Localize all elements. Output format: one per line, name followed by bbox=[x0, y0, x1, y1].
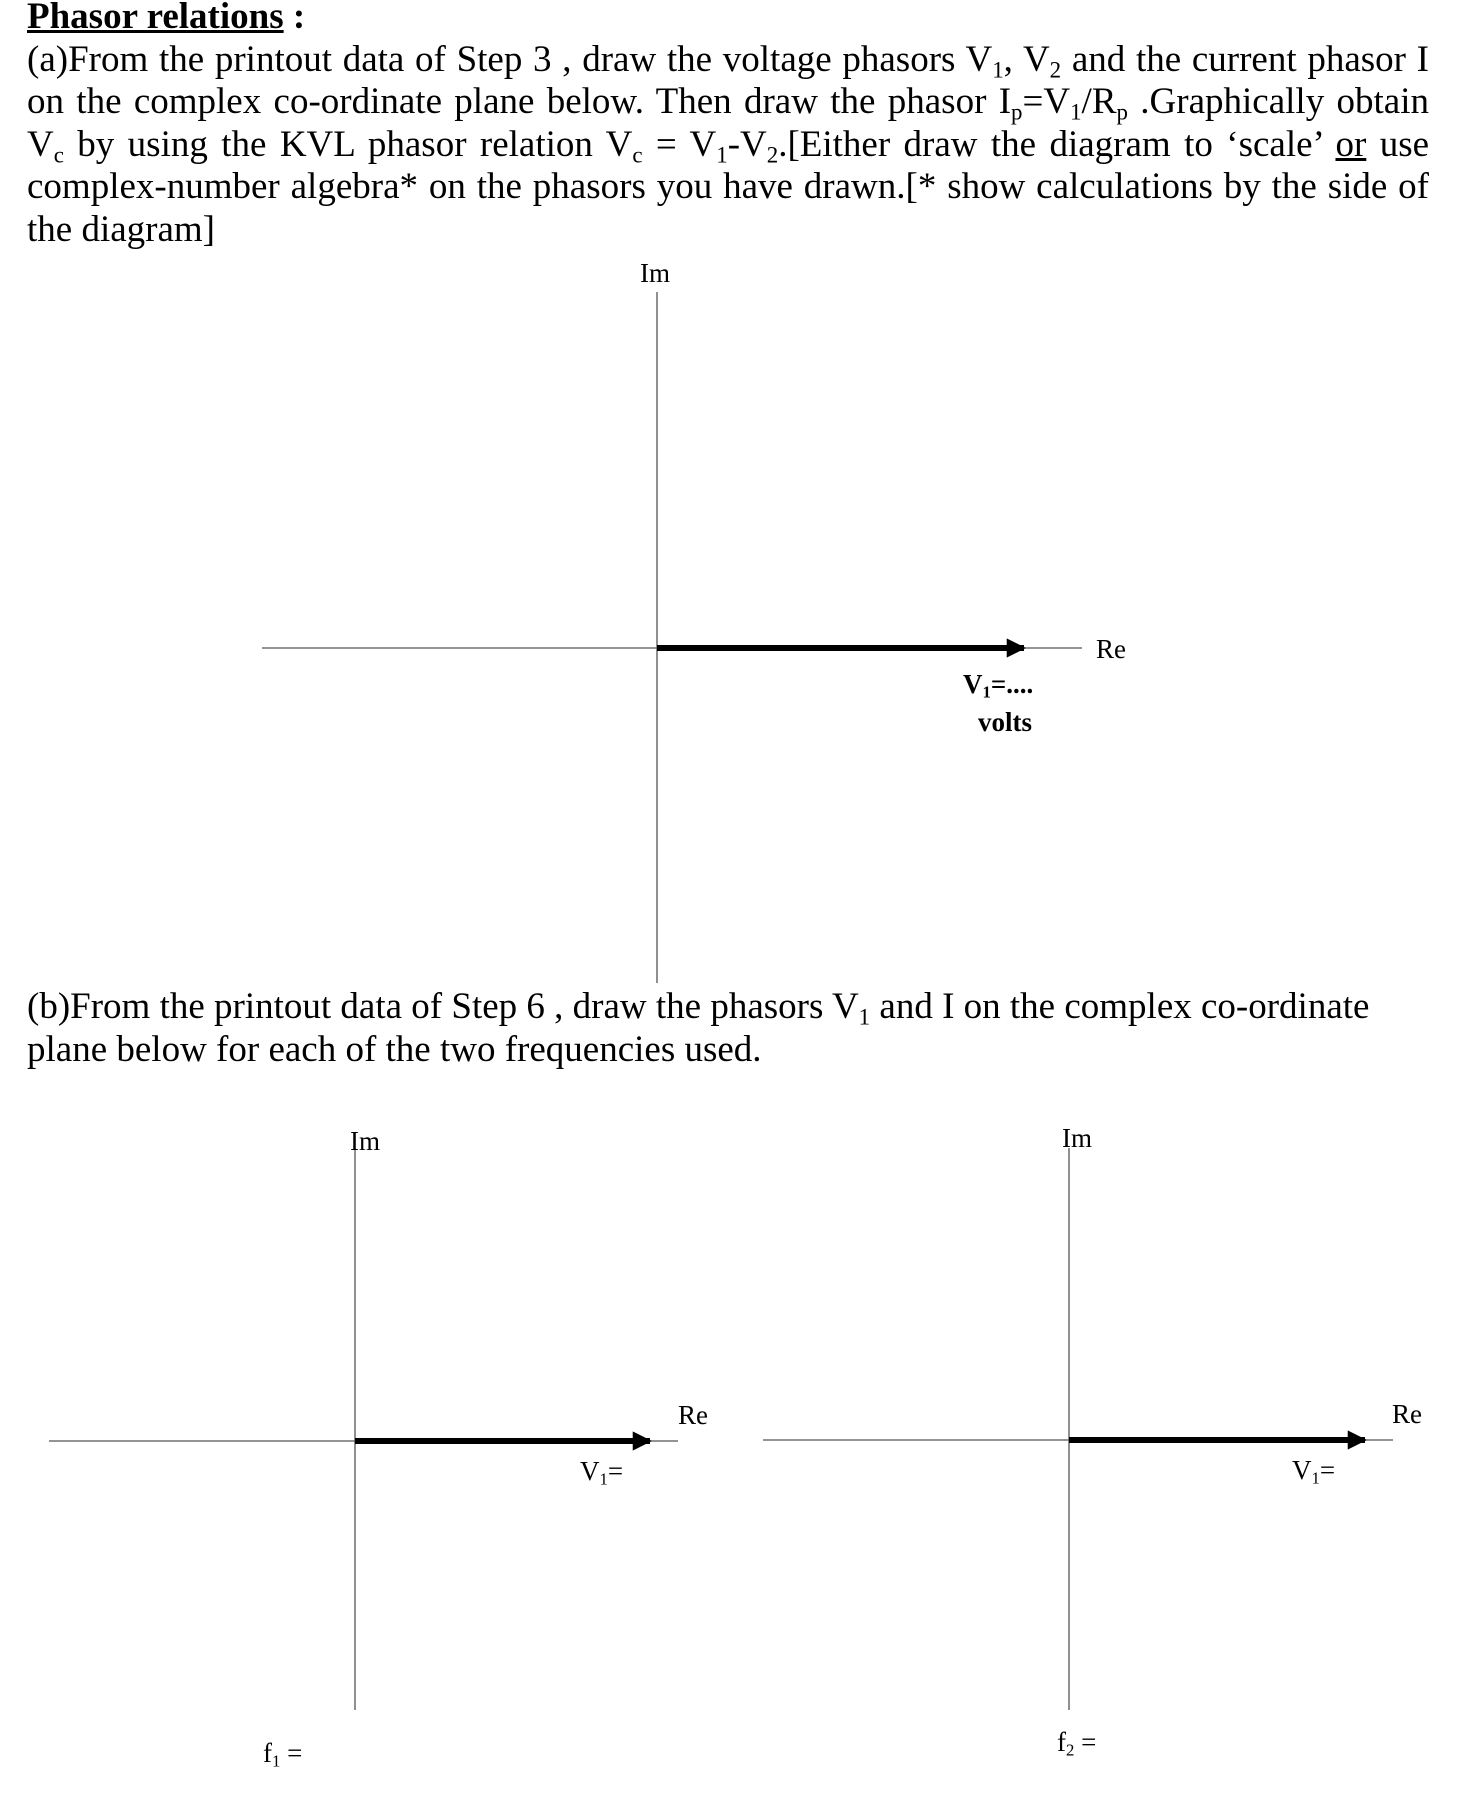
subscript: c bbox=[632, 141, 643, 167]
diagram-b2 bbox=[763, 1148, 1393, 1710]
text: and the current phasor I on the complex co-ordinate plane below. Then draw the phasor I bbox=[27, 38, 1430, 122]
text: (b)From the printout data of Step 6 , draw the phasors V bbox=[27, 986, 859, 1027]
text: by using the KVL phasor relation V bbox=[63, 123, 633, 165]
freq-symbol: f bbox=[263, 1738, 272, 1768]
text: /R bbox=[1081, 81, 1117, 122]
v1-symbol: V bbox=[963, 669, 983, 699]
diagram-b1 bbox=[49, 1150, 678, 1710]
frequency-label bbox=[263, 1738, 303, 1771]
text: -V bbox=[727, 123, 767, 165]
v1-value-label bbox=[1292, 1455, 1336, 1488]
text: use complex-number algebra* on the phasors you have drawn.[* show calculations by the side of the diagram] bbox=[27, 123, 1430, 250]
or-underlined: or bbox=[1335, 123, 1367, 165]
freq-value: = bbox=[280, 1738, 303, 1768]
im-axis-label: Im bbox=[350, 1126, 380, 1156]
subscript: c bbox=[53, 141, 64, 167]
text: =V bbox=[1022, 81, 1071, 122]
v1-symbol: V bbox=[1292, 1455, 1312, 1485]
frequency-label bbox=[1057, 1727, 1097, 1760]
subscript: 1 bbox=[272, 1751, 281, 1771]
diagram-a bbox=[262, 292, 1082, 983]
subscript: 2 bbox=[1066, 1740, 1075, 1760]
v1-value-label bbox=[580, 1456, 624, 1489]
part-b-instructions bbox=[27, 986, 1457, 1071]
text: .[Either draw the diagram to ‘scale’ bbox=[778, 123, 1336, 165]
re-axis-label: Re bbox=[678, 1400, 708, 1430]
v1-value: = bbox=[1319, 1455, 1336, 1485]
section-heading: Phasor relations bbox=[27, 0, 284, 37]
subscript: p bbox=[1116, 99, 1128, 125]
v1-units-label: volts bbox=[978, 707, 1032, 737]
subscript: 2 bbox=[1049, 56, 1062, 82]
subscript: 1 bbox=[599, 1469, 608, 1489]
subscript: 1 bbox=[1311, 1468, 1320, 1488]
subscript: p bbox=[1011, 99, 1023, 125]
re-axis-label: Re bbox=[1392, 1399, 1422, 1429]
v1-value: =.... bbox=[990, 669, 1034, 699]
text: = V bbox=[642, 123, 717, 165]
text: .Graphically obtain V bbox=[27, 81, 1429, 165]
freq-value: = bbox=[1074, 1727, 1097, 1757]
text: and I on the complex co-ordinate plane below for each of the two frequencies used. bbox=[27, 986, 1370, 1070]
freq-symbol: f bbox=[1057, 1727, 1066, 1757]
im-axis-label: Im bbox=[1062, 1123, 1092, 1153]
text: (a)From the printout data of Step 3 , draw the voltage phasors V bbox=[27, 38, 993, 80]
im-axis-label: Im bbox=[640, 258, 670, 288]
heading-colon: : bbox=[283, 0, 306, 37]
text: , V bbox=[1003, 38, 1050, 80]
subscript: 1 bbox=[1070, 99, 1082, 125]
subscript: 1 bbox=[982, 682, 991, 702]
v1-value-label bbox=[963, 669, 1034, 702]
subscript: 1 bbox=[992, 56, 1004, 82]
subscript: 1 bbox=[716, 141, 728, 167]
re-axis-label: Re bbox=[1096, 634, 1126, 664]
subscript: 2 bbox=[766, 141, 779, 167]
v1-value: = bbox=[607, 1456, 624, 1486]
subscript: 1 bbox=[858, 1004, 871, 1030]
v1-symbol: V bbox=[580, 1456, 600, 1486]
